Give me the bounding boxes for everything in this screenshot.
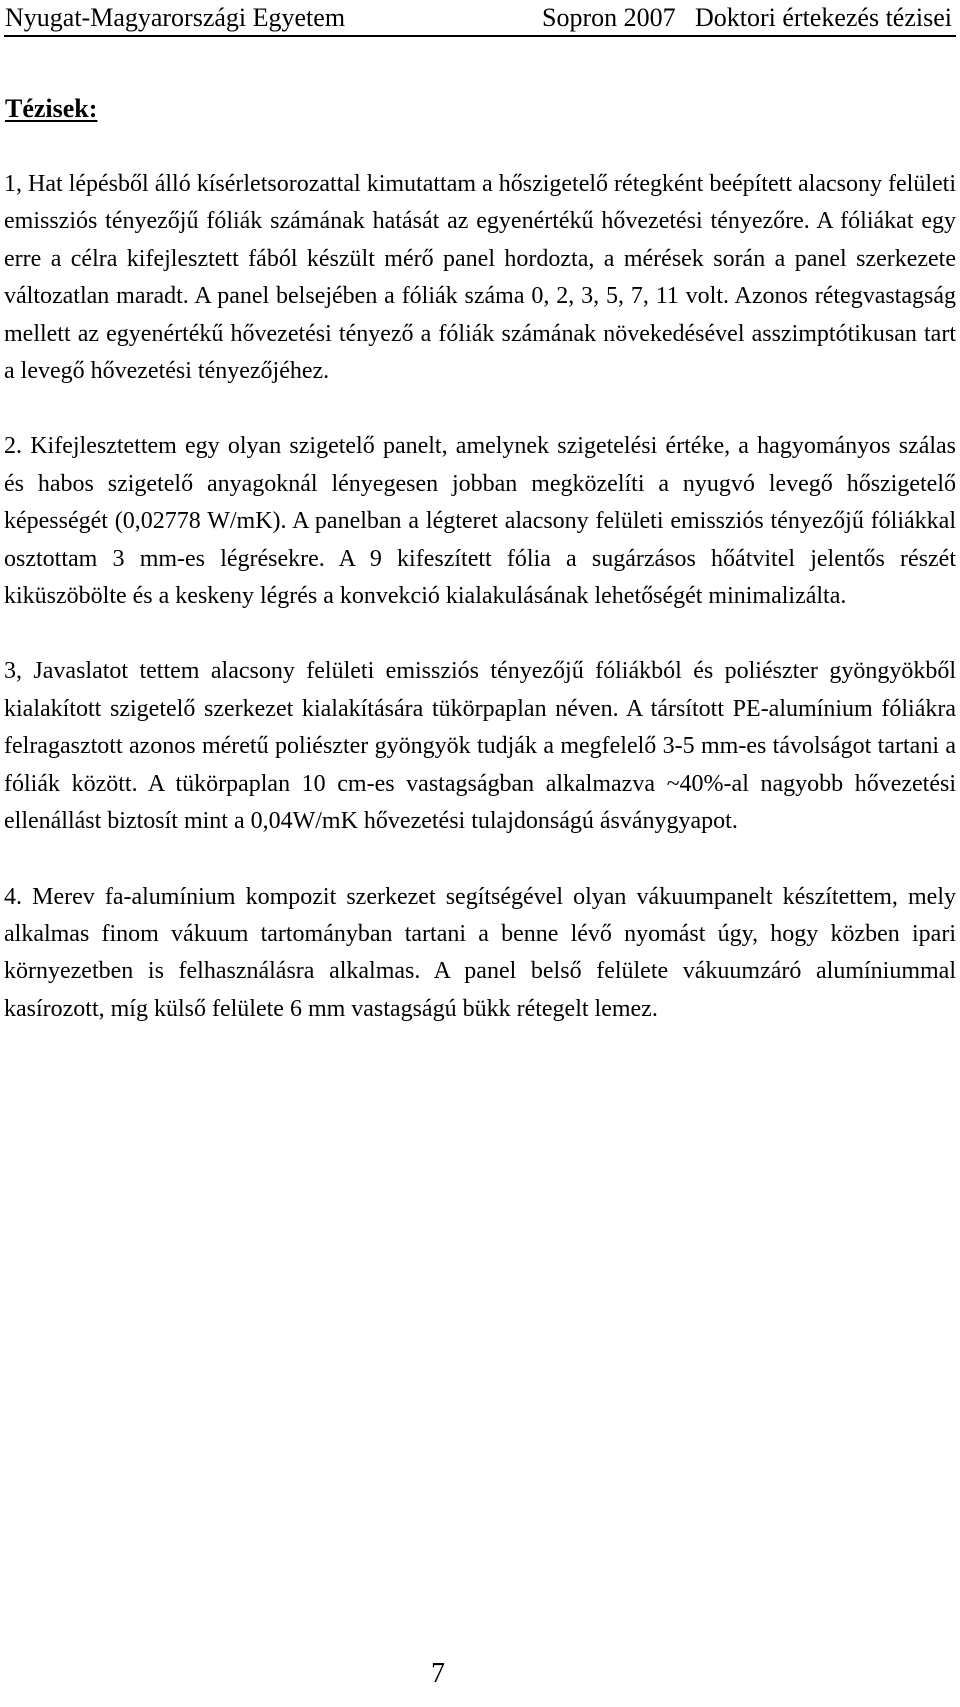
thesis-1: 1, Hat lépésből álló kísérletsorozattal kimutattam a hőszigetelő rétegként beépített alacsony felületi emissziós tényezőjű fóliák számának hatását az egyenértékű hővezetési tényezőre. A fóliákat egy erre a célra kifejlesztett fából készült mérő panel hordozta, a mérések során a panel szerkezete változatlan maradt. A panel belsejében a fóliák száma 0, 2, 3, 5, 7, 11 volt. Azonos rétegvastagság mellett az egyenértékű hővezetési tényező a fóliák számának növekedésével asszimptótikusan tart a levegő hővezetési tényezőjéhez.: [4, 171, 956, 385]
page-header: [0, 0, 960, 42]
header-university: Nyugat-Magyarországi Egyetem: [5, 3, 346, 32]
header-document-type: Doktori értekezés tézisei: [695, 3, 952, 32]
thesis-2: 2. Kifejlesztettem egy olyan szigetelő panelt, amelynek szigetelési értéke, a hagyományos szálas és habos szigetelő anyagoknál lényegesen jobban megközelíti a nyugvó levegő hőszigetelő képességét (0,02778 W/mK). A panelban a légteret alacsony felületi emissziós tényezőjű fóliákkal osztottam 3 mm-es légrésekre. A 9 kifeszített fólia a sugárzásos hőátvitel jelentős részét kiküszöbölte és a keskeny légrés a konvekció kialakulásának lehetőségét minimalizálta.: [4, 433, 956, 610]
header-divider: [4, 35, 956, 37]
thesis-4: 4. Merev fa-alumínium kompozit szerkezet segítségével olyan vákuumpanelt készítettem, mely alkalmas finom vákuum tartományban tartani a benne lévő nyomást úgy, hogy közben ipari környezetben is felhasználásra alkalmas. A panel belső felülete vákuumzáró alumíniummal kasírozott, míg külső felülete 6 mm vastagságú bükk rétegelt lemez.: [4, 883, 956, 1022]
page-number: 7: [431, 1658, 445, 1689]
thesis-3: 3, Javaslatot tettem alacsony felületi emissziós tényezőjű fóliákból és poliészter gyöngyökből kialakított szigetelő szerkezet kialakítására tükörpaplan néven. A társított PE-alumínium fóliákra felragasztott azonos méretű poliészter gyöngyök tudják a megfelelő 3-5 mm-es távolságot tartani a fóliák között. A tükörpaplan 10 cm-es vastagságban alkalmazva ~40%-al nagyobb hővezetési ellenállást biztosít mint a 0,04W/mK hővezetési tulajdonságú ásványgyapot.: [4, 658, 956, 835]
page-title: Tézisek:: [5, 94, 98, 123]
theses-body: [4, 166, 956, 1066]
header-place-year: Sopron 2007: [542, 3, 676, 32]
